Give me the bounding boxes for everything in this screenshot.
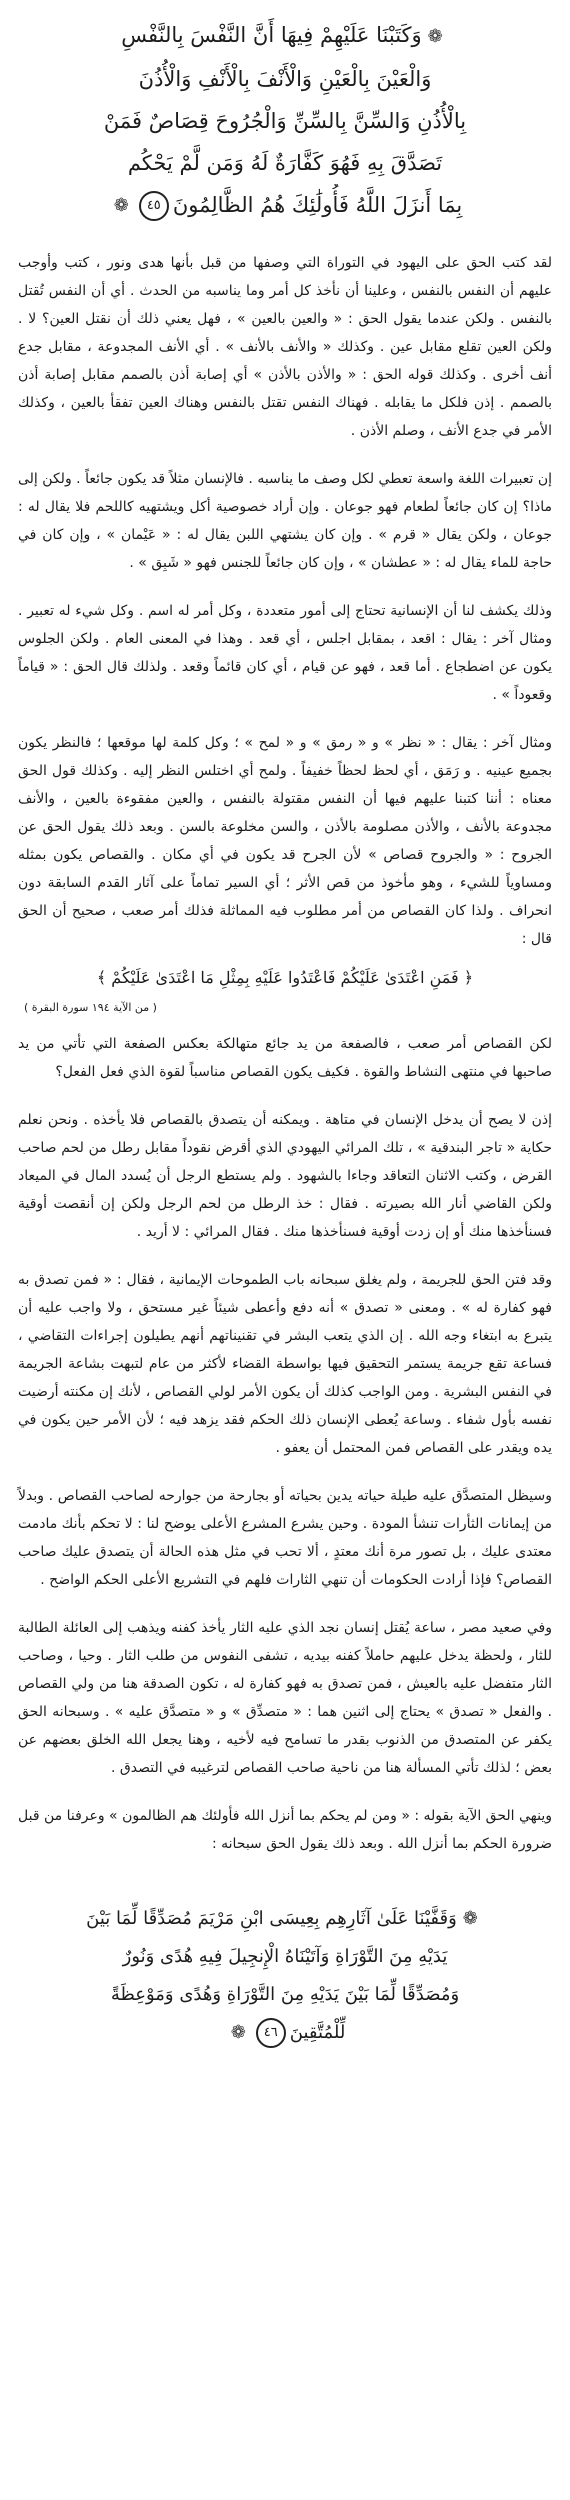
verse-line: يَدَيْهِ مِنَ التَّوْرَاةِ وَآتَيْنَاهُ الْإِنجِيلَ فِيهِ هُدًى وَنُورٌ — [122, 1946, 448, 1967]
verse-line — [26, 184, 544, 228]
quoted-verse — [28, 959, 542, 997]
verse-line: بِالْأُذُنِ وَالسِّنَّ بِالسِّنِّ وَالْجُرُوحَ قِصَاصٌ فَمَنْ — [103, 108, 467, 133]
arabesque-ornament-icon: ❁ — [230, 2022, 246, 2043]
verse-text: وَقَفَّيْنَا عَلَىٰ آثَارِهِم بِعِيسَى ابْنِ مَرْيَمَ مُصَدِّقًا لِّمَا بَيْنَ — [86, 1908, 457, 1929]
verse-line: وَالْعَيْنَ بِالْعَيْنِ وَالْأَنْفَ بِالْأَنْفِ وَالْأُذُنَ — [138, 66, 432, 91]
commentary-paragraph: وقد فتن الحق للجريمة ، ولم يغلق سبحانه باب الطموحات الإيمانية ، فقال : « فمن تصدق به فهو كفارة له » . ومعنى « تصدق » أنه دفع وأعطى شيئاً غير مستحق ، ولا واجب عليه أن يتبرع به ابتغاء وجه الله . إن الذي يتعب البشر في تقنيناتهم أنهم يطيلون إجراءات التقاضي ، فساعة تقع جريمة يستمر التحقيق فيها بواسطة القضاء لأكثر من عام لتبهت بشاعة الجريمة في النفس البشرية . ومن الواجب كذلك أن يكون الأمر لولي القصاص ، لأنك إن مكنته أرضيت نفسه بأول شفاء . وساعة يُعطى الإنسان ذلك الحكم فقد يزهد فيه ؛ لأن الأمر حين يكون في يده ويقدر على القصاص فمن المحتمل أن يعفو . — [18, 1272, 552, 1456]
verse-text: بِمَا أَنزَلَ اللَّهُ فَأُولَٰئِكَ هُمُ الظَّالِمُونَ — [172, 192, 463, 217]
verse-line — [26, 2014, 544, 2052]
arabesque-ornament-icon: ❁ — [427, 25, 443, 47]
commentary-paragraph: إن تعبيرات اللغة واسعة تعطي لكل وصف ما يناسبه . فالإنسان مثلاً قد يكون جائعاً . ولكن إلى ماذا؟ إن كان جائعاً لطعام فهو جوعان . وإن أراد خصوصية أكل ويشتهيه كاللحم فلا يقال له : جوعان ، ولكن يقال « قرم » . وإن كان يشتهي اللبن يقال له : « عَيْمان » ، وإن كان في حاجة للماء يقال له : « عطشان » ، وإن كان جائعاً للجنس فهو « شَبِق » . — [18, 471, 552, 571]
commentary-paragraph: وذلك يكشف لنا أن الإنسانية تحتاج إلى أمور متعددة ، وكل أمر له اسم . وكل شيء له تعبير . ومثال آخر : يقال : اقعد ، بمقابل اجلس ، أي قعد . وهذا في المعنى العام . ولكن الجلوس يكون عن اضطجاع . أما قعد ، فهو عن قيام ، أي كان قائماً وقعد . ولذلك قال الحق : « قياماً وقعوداً » . — [18, 603, 552, 703]
arabesque-ornament-icon: ❁ — [113, 195, 129, 216]
commentary-paragraph: إذن لا يصح أن يدخل الإنسان في متاهة . ويمكنه أن يتصدق بالقصاص فلا يأخذه . ونحن نعلم حكاية « تاجر البندقية » ، تلك المرائي اليهودي الذي أقرض نقوداً مقابل رطل من لحم صاحب القرض ، وكتب الاثنان التعاقد وجاءا بالشهود . ولم يستطع الرجل أن يُسدد المال في الميعاد ولكن القاضي أنار الله بصيرته . فقال : خذ الرطل من لحم الرجل ولكن إن أنقصت أوقية فسنأخذها منك أو إن زدت أوقية فسنأخذها منك . فقال المرائي : لا أريد . — [18, 1112, 552, 1240]
commentary-paragraph: لقد كتب الحق على اليهود في التوراة التي وصفها من قبل بأنها هدى ونور ، كتب وأوجب عليهم أن النفس بالنفس ، وعلينا أن نأخذ كل أمر وما يناسبه من الحدث . أي أن النفس تُقتل بالنفس . ولكن عندما يقول الحق : « والعين بالعين » ، فهل يعني ذلك أن نقتل العين؟ لا . ولكن العين تقلع مقابل عين . وكذلك « والأنف بالأنف » . أي الأنف المجدوعة ، مقابل جدع أنف أخرى . وكذلك قوله الحق : « والأذن بالأذن » أي إصابة أذن بالصمم مقابل إصابة أذن بالصمم . إذن فلكل ما يقابله . فهناك النفس تقتل بالنفس وهناك العين تفقأ بالعين ، وكذلك الأمر في جدع الأنف ، وصلم الأذن . — [18, 255, 552, 439]
verse-bottom — [26, 1900, 544, 2052]
commentary-paragraph: وسيظل المتصدَّق عليه طيلة حياته يدين بحياته أو بجارحة من جوارحه لصاحب القصاص . وبدلاً من إيمانات الثأرات تنشأ المودة . وحين يشرع المشرع الأعلى يوضح لنا : لا تحكم بأنك مادمت معتدى عليك ، بل تصور مرة أنك معتدٍ ، ألا تحب في مثل هذه الحالة أن يتصدق عليك صاحب القصاص؟ فإذا أرادت الحكومات أن تنهي الثارات فلهم في التشريع الأعلى الحكم الواضح . — [18, 1488, 552, 1588]
commentary-paragraph: لكن القصاص أمر صعب ، فالصفعة من يد جائع متهالكة بعكس الصفعة التي تأتي من يد صاحبها في منتهى النشاط والقوة . فكيف يكون القصاص مناسباً لقوة الذي فعل الفعل؟ — [18, 1036, 552, 1080]
verse-reference-text: ( من الآية ١٩٤ سورة البقرة ) — [24, 1001, 157, 1014]
commentary-paragraph: وفي صعيد مصر ، ساعة يُقتل إنسان نجد الذي عليه الثار يأخذ كفنه ويذهب إلى العائلة الطالبة للثار ، ولحظة يدخل عليهم حاملاً كفنه بيديه ، تشفى النفوس من طلب الثار . وحيا ، وصاحب الثار متفضل عليه بالعيش ، فمن تصدق به فهو كفارة له ، تكون الصدقة هنا من ولي القصاص . والفعل « تصدق » يحتاج إلى اثنين هما : « متصدِّق » و « متصدَّق عليه » . وسبحانه الحق يكفر عن المتصدق من الذنوب بقدر ما تسامح فيه لأخيه ، وهنا يجعل الله الخلق بعضهم عن بعض ؛ لذلك تأتي المسألة هنا من ناحية صاحب القصاص لترغيبه في التصدق . — [18, 1620, 552, 1776]
verse-top — [26, 14, 544, 227]
verse-line: وَمُصَدِّقًا لِّمَا بَيْنَ يَدَيْهِ مِنَ التَّوْرَاةِ وَهُدًى وَمَوْعِظَةً — [110, 1984, 460, 2005]
commentary-paragraph: وينهي الحق الآية بقوله : « ومن لم يحكم بما أنزل الله فأولئك هم الظالمون » وعرفنا من قبل ضرورة الحكم بما أنزل الله . وبعد ذلك يقول الحق سبحانه : — [18, 1808, 552, 1852]
quoted-verse-text: ﴿ فَمَنِ اعْتَدَىٰ عَلَيْكُمْ فَاعْتَدُوا عَلَيْهِ بِمِثْلِ مَا اعْتَدَىٰ عَلَيْكُمْ ﴾ — [96, 968, 474, 987]
verse-line — [26, 1900, 544, 1938]
arabesque-ornament-icon: ❁ — [462, 1908, 478, 1929]
ayah-circle-icon: ٤٦ — [256, 2018, 286, 2048]
verse-text: وَكَتَبْنَا عَلَيْهِمْ فِيهَا أَنَّ النَّفْسَ بِالنَّفْسِ — [121, 23, 422, 47]
verse-line — [26, 14, 544, 58]
verse-line: تَصَدَّقَ بِهِ فَهُوَ كَفَّارَةٌ لَهُ وَمَن لَّمْ يَحْكُم — [127, 150, 443, 175]
commentary-paragraph: ومثال آخر : يقال : « نظر » و « رمق » و « لمح » ؛ وكل كلمة لها موقعها ؛ فالنظر يكون بجميع عينيه . و رَمَق ، أي لحظ لحظاً خفيفاً . ولمح أي اختلس النظر إليه . وكذلك قول الحق معناه : أننا كتبنا عليهم فيها أن النفس مقتولة بالنفس ، والعين مفقوءة بالعين ، والأنف مجدوعة بالأنف ، والأذن مصلومة بالأذن ، والسن مخلوعة بالسن . وبعد ذلك يقول الحق عن الجروح : « والجروح قصاص » لأن الجرح قد يكون في أي مكان . والقصاص يكون بمثله ومساوياً للشيء ، وهو مأخوذ من قص الأثر ؛ أي السير تماماً على آثار القدم السابقة دون انحراف . ولذا كان القصاص من أمر مطلوب فيه المماثلة فذلك أمر صعب ، صحيح أن الحق قال : — [18, 735, 552, 947]
verse-text: لِّلْمُتَّقِينَ — [289, 2022, 346, 2043]
ayah-circle-icon: ٤٥ — [139, 191, 169, 221]
verse-reference — [24, 1001, 546, 1014]
